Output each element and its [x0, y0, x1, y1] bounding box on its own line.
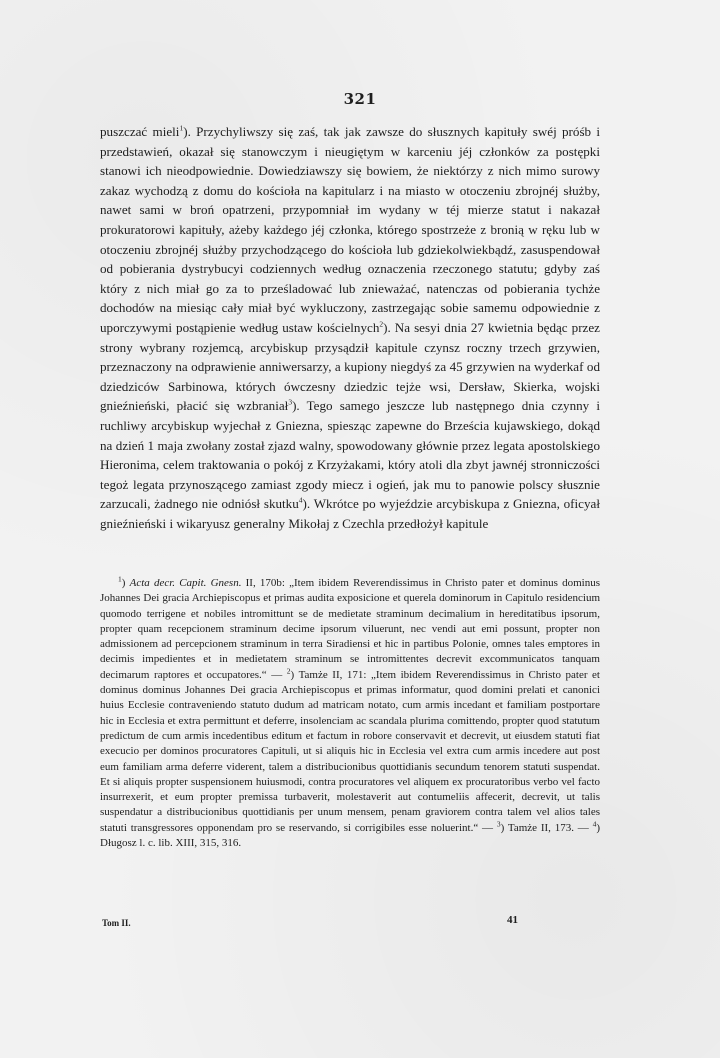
footnote-marker: 2 [286, 666, 291, 676]
footnote-ref: 1 [179, 123, 184, 133]
footnote-marker: 1 [118, 574, 122, 584]
main-text [100, 122, 600, 533]
footnote-text: ) Długosz l. c. lib. XIII, 315, 316. [100, 821, 600, 850]
body-text-segment: ). Przychyliwszy się zaś, tak jak zawsze do słusznych kapituły swéj próśb i przedstawień, okazał się stanowczym i nieugiętym w karceniu jéj członków za postępki stanowi ich nieodpowiednie. Dowiedziawszy się bowiem, że niektórzy z nich mimo surowy zakaz wychodzą z domu do kościoła na kapitularz i na miasto w otoczeniu zbrojnéj służby, nawet sami w broń opatrzeni, przypomniał im wydany w téj mierze statut i nakazał prokuratorowi kapituły, ażeby każdego jéj członka, którego spostrzeże z bronią w ręku lub w otoczeniu zbrojnéj służby przychodzącego do kościoła lub gdziekolwiekbądź, zasuspendował od pobierania dystrybucyi codziennych według oznaczenia rzeczonego statutu; gdyby zaś który z nich miał go za to prześladować lub znieważać, natenczas od pobierania tychże dochodów na miesiąc cały miał być wykluczony, zastrzegając sobie samemu odpowiednie z uporczywymi postąpienie według ustaw kościelnych [100, 124, 601, 335]
footnote-marker: 3 [496, 819, 501, 829]
footnote-text: II, 170b: „Item ibidem Reverendissimus in Christo pater et dominus dominus Johannes Dei gracia Archiepiscopus et primas audita exposicione et querela dominorum in Capitulo residencium quomodo terrigene et nobiles intromittunt se de medietate straminum decimalium in hereditatibus ipsorum, propter quam recepcionem straminum decime ipsorum viluerunt, nec vendi aut emi possunt, propter non admissionem ad percepcionem straminum in terra Siradiensi et hic in partibus Polonie, omnes tales emptores in decimis impedientes et in medietatem straminum se intromittentes decrevit excommunicatos tanquam decimarum raptores et occupatores.“ — [100, 577, 600, 681]
footnote-ref: 3 [288, 397, 293, 407]
page-number: 321 [343, 90, 377, 108]
body-text-segment: ). Na sesyi dnia 27 kwietnia będąc przez strony wybrany rozjemcą, arcybiskup przysądził kapitule czynsz roczny trzech grzywien, przeznaczony na odprawienie anniwersarzy, a kupiony niegdyś za 45 grzywien na wyderkaf od dziedziców Sarbinowa, których ówczesny dziedzic tejże wsi, Dersław, Skierka, wojski gnieźnieński, płacić się wzbraniał [100, 319, 600, 414]
footnote-text: ) Tamże II, 173. — [500, 821, 593, 834]
footnote-source: Acta decr. Capit. Gnesn. [129, 577, 242, 589]
footnote-ref: 2 [379, 319, 384, 329]
sheet-number: 41 [507, 914, 518, 926]
body-text-segment: ). Wkrótce po wyjeździe arcybiskupa z Gniezna, oficyał gnieźnieński i wikaryusz generalny Mikołaj z Czechla przedłożył kapitule [100, 496, 600, 531]
body-text-segment: puszczać mieli [100, 124, 180, 139]
footnote-marker: 4 [592, 819, 597, 829]
footnotes: $^1$) Acta decr. Capit. Gnesn. II, 170b: „Item ibidem Reverendissimus in Christo pater et dominus dominus Johannes Dei gracia Archiepiscopus et primas audita exposicione et querela dominorum in Capitulo residencium quomodo terrigene et nobiles intromittunt se de medietate straminum decimalium in hereditatibus ipsorum, propter quam recepcionem straminum decime ipsorum viluerunt, nec vendi aut emi possunt, propter non admissionem ad percepcionem straminum in terra Siradiensi et hic in partibus Polonie, omnes tales emptores in decimis impedientes et in medietatem straminum se intromittentes decrevit excommunicatos tanquam decimarum raptores et occupatores.“ — $^2$) Tamże II, 171: „Item ibidem Reverendissimus in Christo pater et dominus dominus Johannes Dei gracia Archiepiscopus et primas informatur, quod domini prelati et canonici huius Ecclesie contraveniendo statuto dudum ad matricam notato, cum armis incedant et familiam postportare hic in Ecclesia et extra permittunt et deferre, insolenciam ac scandala plurima comittendo, propter quod statutum predictum de cum armis incedentibus editum et factum in robore conservavit et decrevit, ut eiusdem statuti fiat execucio per dominos procuratores Capituli, ut si aliquis hic in Ecclesia vel extra cum armis incedere aut post eum familiam arma deferre viderent, talem a distribucionibus quottidianis secundum tenorem statuti suspendat. Et si aliquis propter suspensionem huiusmodi, contra procuratores vel aliquem ex procuratoribus verbo vel facto insurrexerit, et eum propter premissa turbaverit, molestaverit aut contumeliis affecerit, decrevit, ut talis suspendatur a distribucionibus quottidianis per unum mensem, penam graviorem contra talem vel alios tales statuti transgressores opponendam pro se reservando, si corrigibiles esse noluerint.“ — $^3$) Tamże II, 173. — $^4$) Długosz l. c. lib. XIII, 315, 316. [100, 574, 600, 850]
footnote-ref: 4 [298, 495, 303, 505]
volume-signature: Tom II. [102, 918, 131, 928]
footnote-text: ) Tamże II, 171: „Item ibidem Reverendissimus in Christo pater et dominus dominus Johannes Dei gracia Archiepiscopus et primas informatur, quod domini prelati et canonici huius Ecclesie contraveniendo statuto dudum ad matricam notato, cum armis incedant et familiam postportare hic in Ecclesia et extra permittunt et deferre, insolenciam ac scandala plurima comittendo, propter quod statutum predictum de cum armis incedentibus editum et factum in robore conservavit et decrevit, ut eiusdem statuti fiat execucio per dominos procuratores Capituli, ut si aliquis hic in Ecclesia vel extra cum armis incedere aut post eum familiam arma deferre viderent, talem a distribucionibus quottidianis secundum tenorem statuti suspendat. Et si aliquis propter suspensionem huiusmodi, contra procuratores vel aliquem ex procuratoribus verbo vel facto insurrexerit, et eum propter premissa turbaverit, molestaverit aut contumeliis affecerit, decrevit, ut talis suspendatur a distribucionibus quottidianis per unum mensem, penam graviorem contra talem vel alios tales statuti transgressores opponendam pro se reservando, si corrigibiles esse noluerint.“ — [100, 668, 600, 834]
body-text-segment: ). Tego samego jeszcze lub następnego dnia czynny i ruchliwy arcybiskup wyjechał z Gniezna, spiesząc zapewne do Brześcia kujawskiego, dokąd na dzień 1 maja zwołany został zjazd walny, spowodowany głównie przez legata apostolskiego Hieronima, celem traktowania o pokój z Krzyżakami, który atoli dla zbyt jawnéj stronniczości tegoż legata przynoszącego zamiast zgody miecz i ogień, jak mu to panowie polscy słusznie zarzucali, żadnego nie odniósł skutku [100, 398, 600, 512]
